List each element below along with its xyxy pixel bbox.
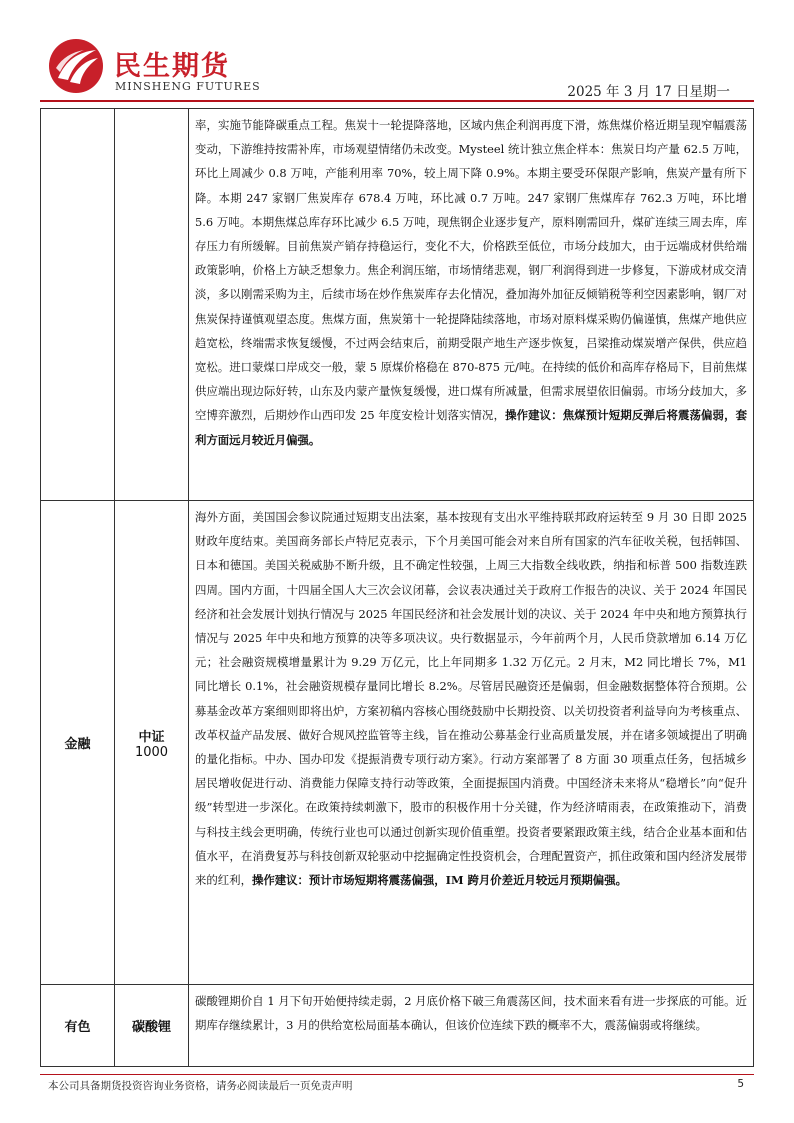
variety-name: 碳酸锂 (131, 1020, 171, 1035)
page-header (0, 0, 794, 110)
report-date: 2025 年 3 月 17 日星期一 (567, 84, 730, 100)
footer-disclaimer: 本公司具备期货投资咨询业务资格，请务必阅读最后一页免责声明 (48, 1080, 353, 1092)
page-number: 5 (737, 1078, 744, 1090)
analysis-paragraph: 率，实施节能降碳重点工程。焦炭十一轮提降落地，区域内焦企利润再度下滑，炼焦煤价格近期呈现窄幅震荡变动，下游维持按需补库，市场观望情绪仍未改变。Mysteel 统计独立焦企样本：焦炭日均产量 62.5 万吨，环比上周减少 0.8 万吨，产能利用率 70%，较上周下降 0.9%。本期主要受环保限产影响，焦炭产量有所下降。本期 247 家钢厂焦炭库存 678.4 万吨，环比减 0.7 万吨。247 家钢厂焦煤库存 762.3 万吨，环比增 5.6 万吨。本期焦煤总库存环比减少 6.5 万吨，现焦钢企业逐步复产，原料刚需回升，煤矿连续三周去库，库存压力有所缓解。目前焦炭产销存持稳运行，变化不大，价格跌至低位，市场分歧加大，由于远端成材供给端政策影响，价格上方缺乏想象力。焦企利润压缩，市场情绪悲观，钢厂利润得到进一步修复，下游成材成交清淡，多以刚需采购为主，后续市场在炒作焦炭库存去化情况，叠加海外加征反倾销税等利空因素影响，钢厂对焦炭保持谨慎观望态度。焦煤方面，焦炭第十一轮提降陆续落地，市场对原料煤采购仍偏谨慎，焦煤产地供应趋宽松，终端需求恢复缓慢，不过两会结束后，前期受限产地生产逐步恢复，吕梁推动煤炭增产保供，供应趋宽松。进口蒙煤口岸成交一般，蒙 5 原煤价格稳在 870-875 元/吨。在持续的低价和高库存格局下，目前焦煤供应端出现边际好转，山东及内蒙产量恢复缓慢，进口煤有所减量，但需求展望依旧偏弱。市场分歧加大，多空博弈激烈，后期炒作山西印发 25 年度安检计划落实情况， (195, 118, 747, 423)
variety-cell (115, 501, 189, 985)
variety-cell (115, 985, 189, 1067)
variety-cell (115, 109, 189, 501)
analysis-paragraph: 海外方面，美国国会参议院通过短期支出法案，基本按现有支出水平维持联邦政府运转至 9 月 30 日即 2025 财政年度结束。美国商务部长卢特尼克表示，下个月美国可能会对来自所有国家的汽车征收关税，包括韩国、日本和德国。美国关税威胁不断升级，且不确定性较强，上周三大指数全线收跌，纳指和标普 500 指数连跌四周。国内方面，十四届全国人大三次会议闭幕，会议表决通过关于政府工作报告的决议、关于 2024 年国民经济和社会发展计划执行情况与 2025 年国民经济和社会发展计划的决议、关于 2024 年中央和地方预算执行情况与 2025 年中央和地方预算的决等多项决议。央行数据显示，今年前两个月，人民币贷款增加 6.14 万亿元；社会融资规模增量累计为 9.29 万亿元，比上年同期多 1.32 万亿元。2 月末，M2 同比增长 7%，M1 同比增长 0.1%，社会融资规模存量同比增长 8.2%。尽管居民融资还是偏弱，但金融数据整体符合预期。公募基金改革方案细则即将出炉，方案初稿内容核心围绕鼓励中长期投资、以关切投资者利益导向为考核重点、改革权益产品发展、做好合规风控监管等主线，旨在推动公募基金行业高质量发展，并在诸多领域提出了明确的量化指标。中办、国办印发《提振消费专项行动方案》。行动方案部署了 8 方面 30 项重点任务，包括城乡居民增收促进行动、消费能力保障支持行动等政策，全面提振国内消费。中国经济未来将从“稳增长”向“促升级”转型进一步深化。在政策持续刺激下，股市的积极作用十分关键，作为经济晴雨表，在政策推动下，消费与科技主线会更明确，传统行业也可以通过创新实现价值重塑。投资者要紧跟政策主线，结合企业基本面和估值水平，在消费复苏与科技创新双轮驱动中挖掘确定性投资机会，合理配置资产，抓住政策和国内经济发展带来的红利， (195, 510, 747, 888)
analysis-content (189, 501, 754, 985)
operation-advice: 操作建议：预计市场短期将震荡偏强，IM 跨月价差近月较远月预期偏强。 (251, 873, 627, 888)
table-row (41, 109, 754, 501)
analysis-paragraph: 碳酸锂期价自 1 月下旬开始便持续走弱，2 月底价格下破三角震荡区间，技术面来看有进一步探底的可能。近期库存继续累计，3 月的供给宽松局面基本确认，但该价位连续下跌的概率不大，震荡偏弱或将继续。 (195, 994, 747, 1033)
analysis-content (189, 985, 754, 1067)
footer-divider (40, 1074, 754, 1075)
sector-cell: 有色 (41, 985, 115, 1067)
analysis-table (40, 108, 754, 1067)
header-divider (40, 100, 754, 102)
sector-cell: 金融 (41, 501, 115, 985)
variety-code: 1000 (134, 744, 169, 760)
company-name-en: MINSHENG FUTURES (115, 80, 261, 93)
company-name-cn: 民生期货 (114, 51, 230, 82)
analysis-content (189, 109, 754, 501)
operation-advice: 操作建议：焦煤预计短期反弹后将震荡偏弱，套利方面远月较近月偏强。 (195, 408, 747, 447)
minsheng-logo-icon (48, 38, 104, 94)
variety-name: 中证 (138, 729, 165, 745)
sector-cell (41, 109, 115, 501)
table-row (41, 985, 754, 1067)
table-row (41, 501, 754, 985)
